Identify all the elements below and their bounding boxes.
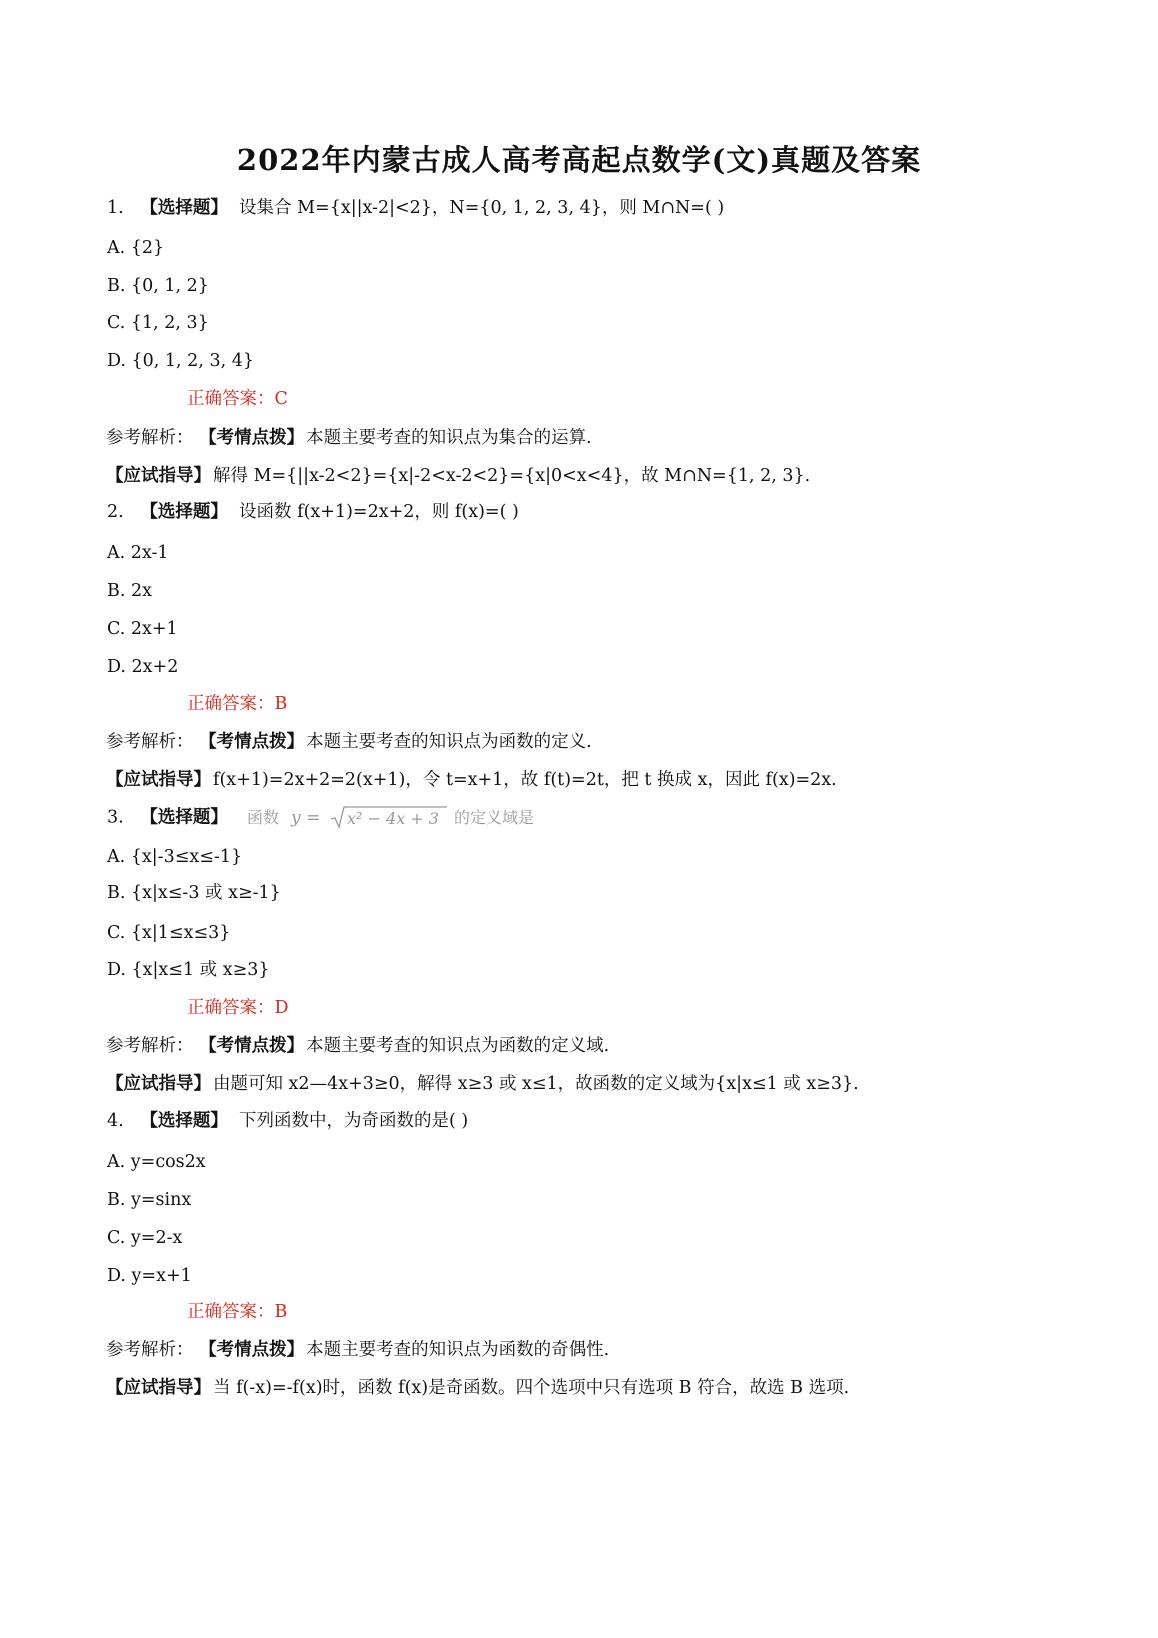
guide [106,1072,859,1096]
option-b: B. y=sinx [107,1190,192,1210]
correct-answer: 正确答案：C [187,389,288,409]
correct-answer: 正确答案：B [187,1302,288,1322]
formula-y: y = [291,808,321,828]
question-text: 设函数 f(x+1)=2x+2，则 f(x)=( ) [239,502,519,522]
option-c: C. 2x+1 [107,619,178,639]
guide-tag: 【应试指导】 [106,1378,211,1398]
option-b: B. {0, 1, 2} [107,276,209,296]
option-a: A. {x|-3≤x≤-1} [107,847,243,867]
formula-image [247,805,557,831]
option-a: A. y=cos2x [107,1152,206,1172]
question-type: 【选择题】 [140,807,228,828]
guide [106,768,837,792]
analysis-text: 本题主要考查的知识点为函数的定义域. [306,1036,610,1056]
analysis [106,1034,609,1058]
option-c: C. {x|1≤x≤3} [107,923,231,943]
formula-prefix: 函数 [247,808,280,827]
page-title: 2022年内蒙古成人高考高起点数学(文)真题及答案 [236,143,922,177]
question-number: 1. [107,198,124,218]
analysis-label: 参考解析： [106,1036,194,1056]
analysis-tag: 【考情点拨】 [199,1036,305,1056]
question-text: 下列函数中，为奇函数的是( ) [239,1111,469,1131]
guide-tag: 【应试指导】 [106,466,211,486]
formula-body: x² − 4x + 3 [347,809,440,828]
question-number: 3. [107,807,124,828]
correct-answer: 正确答案：D [187,998,289,1018]
question-1 [107,196,724,220]
analysis-text: 本题主要考查的知识点为函数的奇偶性. [306,1340,610,1360]
guide [106,1376,849,1400]
analysis-tag: 【考情点拨】 [199,732,305,752]
analysis-label: 参考解析： [106,428,194,448]
analysis-label: 参考解析： [106,732,194,752]
option-d: D. {x|x≤1 或 x≥3} [107,960,270,980]
question-number: 4. [107,1111,124,1131]
correct-answer: 正确答案：B [187,694,288,714]
analysis [106,1338,609,1362]
guide-text: 当 f(-x)=-f(x)时，函数 f(x)是奇函数。四个选项中只有选项 B 符合，故选 B 选项. [213,1378,850,1398]
option-c: C. {1, 2, 3} [107,313,209,333]
analysis-text: 本题主要考查的知识点为函数的定义. [306,732,592,752]
analysis [106,426,592,450]
option-b: B. 2x [107,581,152,601]
analysis [106,730,592,754]
question-number: 2. [107,502,124,522]
question-text: 设集合 M={x||x-2|<2}，N={0, 1, 2, 3, 4}，则 M∩N=( ) [239,198,725,218]
question-4 [107,1109,468,1133]
question-type: 【选择题】 [140,1111,228,1131]
guide [106,464,810,488]
analysis-tag: 【考情点拨】 [199,1340,305,1360]
analysis-tag: 【考情点拨】 [199,428,305,448]
question-type: 【选择题】 [140,198,228,218]
analysis-label: 参考解析： [106,1340,194,1360]
option-d: D. 2x+2 [107,657,179,677]
question-type: 【选择题】 [140,502,228,522]
guide-text: 由题可知 x2—4x+3≥0，解得 x≥3 或 x≤1，故函数的定义域为{x|x≤1 或 x≥3}. [213,1074,859,1094]
formula-suffix: 的定义域是 [454,808,535,827]
domain-formula [247,805,557,831]
question-3 [107,805,557,831]
guide-tag: 【应试指导】 [106,770,211,790]
option-d: D. y=x+1 [107,1266,192,1286]
analysis-text: 本题主要考查的知识点为集合的运算. [306,428,592,448]
guide-text: f(x+1)=2x+2=2(x+1)，令 t=x+1，故 f(t)=2t，把 t 换成 x，因此 f(x)=2x. [213,770,837,790]
option-d: D. {0, 1, 2, 3, 4} [107,351,254,371]
option-b: B. {x|x≤-3 或 x≥-1} [107,883,281,903]
option-c: C. y=2-x [107,1228,183,1248]
guide-text: 解得 M={||x-2<2}={x|-2<x-2<2}={x|0<x<4}，故 M∩N={1, 2, 3}. [213,466,811,486]
guide-tag: 【应试指导】 [106,1074,211,1094]
question-2 [107,500,519,524]
option-a: A. 2x-1 [107,543,169,563]
option-a: A. {2} [107,238,165,258]
